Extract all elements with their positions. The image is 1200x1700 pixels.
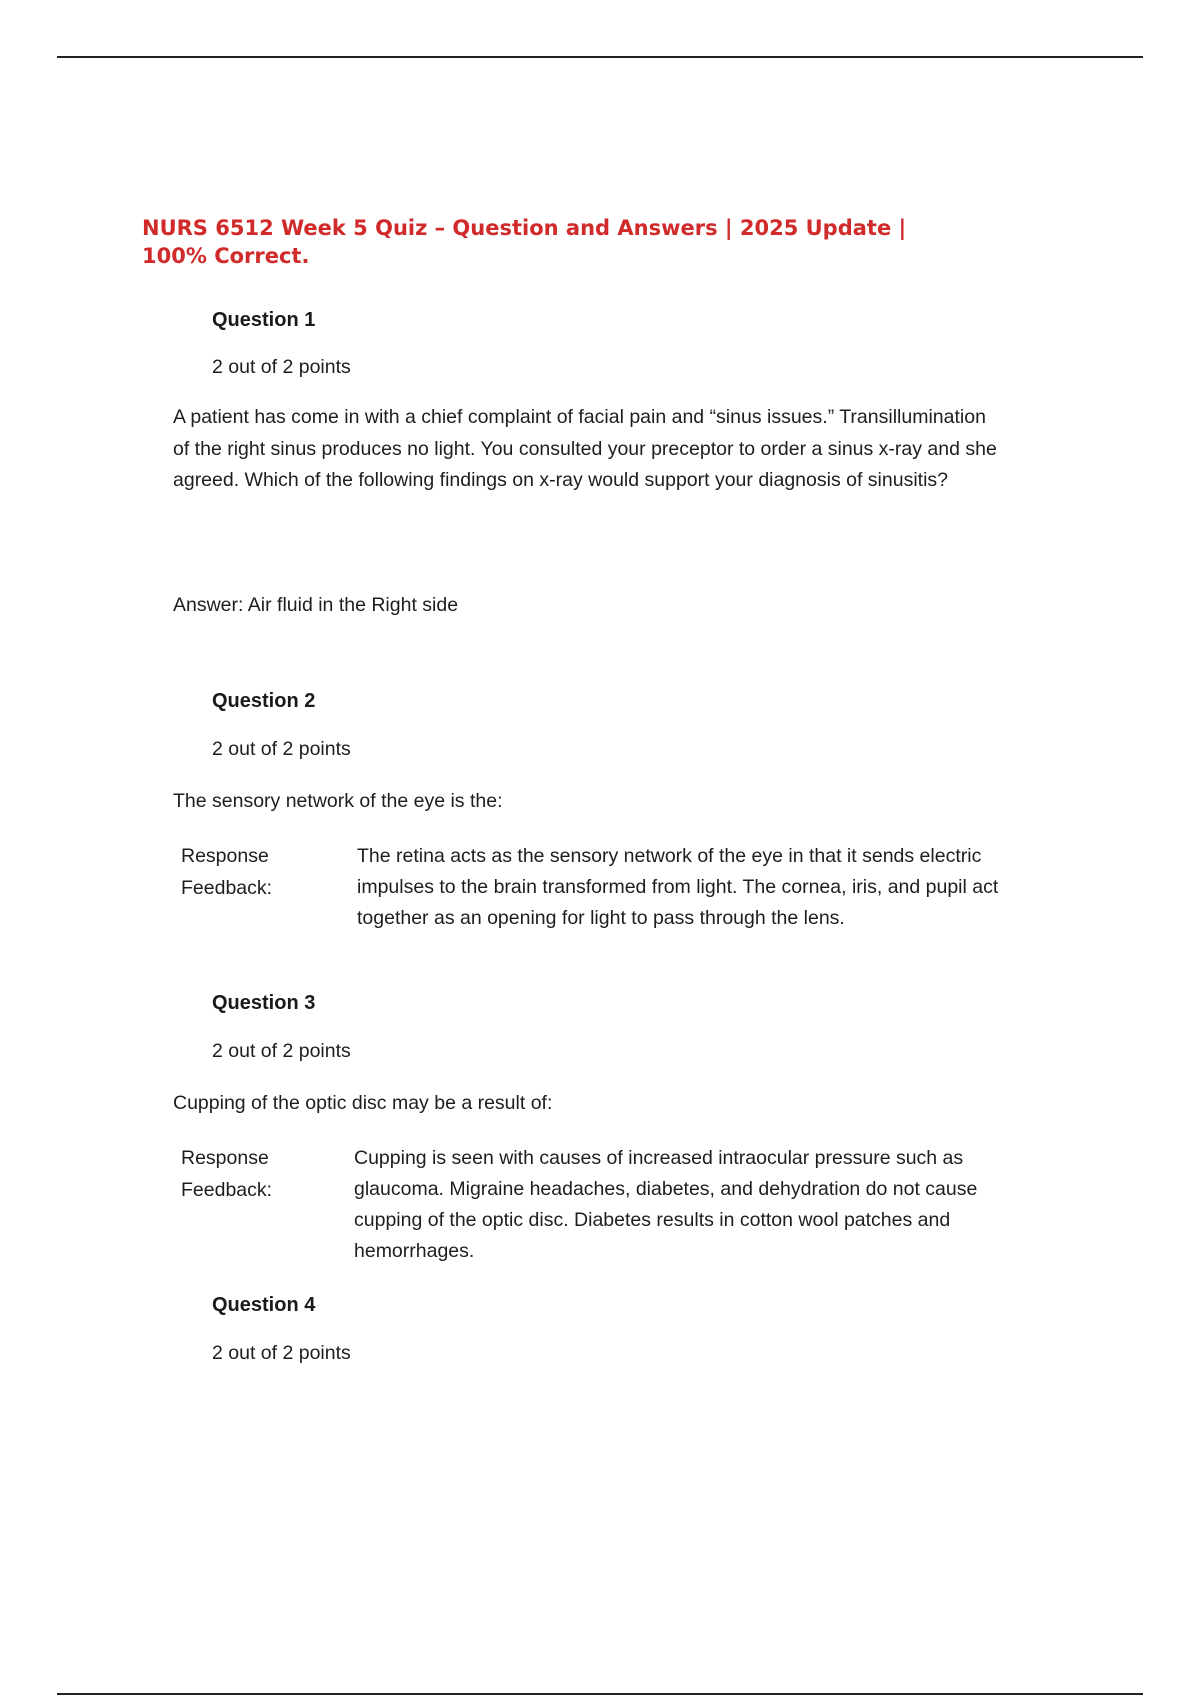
question-2-feedback-label-line-1: Response	[181, 845, 269, 867]
document-title: NURS 6512 Week 5 Quiz – Question and Answers | 2025 Update | 100% Correct.	[142, 216, 907, 268]
question-3-feedback-label-line-1: Response	[181, 1147, 269, 1169]
question-4-points: 2 out of 2 points	[212, 1342, 351, 1364]
question-2-points: 2 out of 2 points	[212, 738, 351, 760]
question-2-text: The sensory network of the eye is the:	[173, 790, 503, 812]
question-2-heading: Question 2	[212, 690, 316, 712]
question-3-points: 2 out of 2 points	[212, 1040, 351, 1062]
question-1-heading: Question 1	[212, 309, 316, 331]
question-2-feedback-label-line-2: Feedback:	[181, 877, 273, 899]
question-1-text: A patient has come in with a chief complaint of facial pain and “sinus issues.” Transillumination of the right sinus produces no light. You consulted your preceptor to order a sinus x-ray and she agreed. Which of the following findings on x-ray would support your diagnosis of sinusitis?	[173, 406, 997, 491]
question-2-feedback: The retina acts as the sensory network of the eye in that it sends electric impulses to the brain transformed from light. The cornea, iris, and pupil act together as an opening for light to pass through the lens.	[357, 845, 999, 929]
footer-rule	[57, 1693, 1143, 1695]
question-3-feedback-label-line-2: Feedback:	[181, 1179, 273, 1201]
question-3-feedback: Cupping is seen with causes of increased intraocular pressure such as glaucoma. Migraine headaches, diabetes, and dehydration do not cause cupping of the optic disc. Diabetes results in cotton wool patches and hemorrhages.	[354, 1147, 978, 1262]
question-3-heading: Question 3	[212, 992, 316, 1014]
question-1-points: 2 out of 2 points	[212, 356, 351, 378]
question-1-answer: Answer: Air fluid in the Right side	[173, 594, 459, 616]
question-4-heading: Question 4	[212, 1294, 316, 1316]
question-3-text: Cupping of the optic disc may be a result of:	[173, 1092, 553, 1114]
